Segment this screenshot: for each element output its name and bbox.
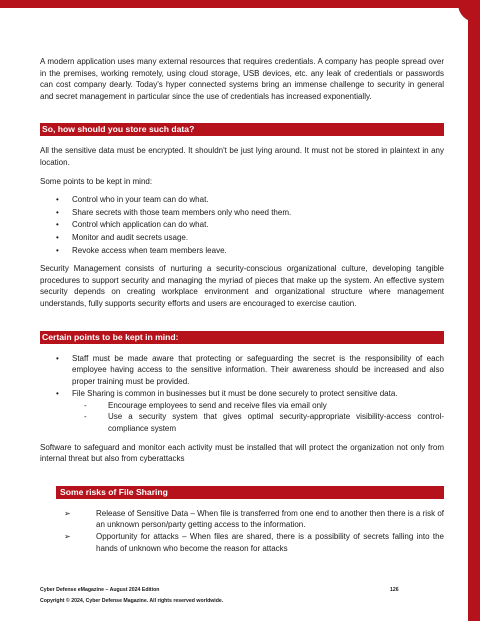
sub-list-item: - Encourage employees to send and receive files via email only <box>84 400 327 410</box>
list-item: • Staff must be made aware that protecting or safeguarding the secret is the responsibility of each employee having access to the sensitive information. Their awareness should be increased and also proper training must be provided. <box>56 353 444 386</box>
footer-copyright: Copyright © 2024, Cyber Defense Magazine. All rights reserved worldwide. <box>40 598 224 604</box>
dash-icon: - <box>84 412 87 422</box>
section-heading-risks: Some risks of File Sharing <box>56 486 444 499</box>
intro-paragraph: A modern application uses many external resources that requires credentials. A company has people spread over in the premises, working remotely, using cloud storage, USB devices, etc. any leak of credentials or passwords can cost company dearly. Today's hyper connected systems bring an immense challenge to security in general and secret management in particular since the use of credentials has increased exponentially. <box>40 57 444 101</box>
arrow-bullet-icon: ➢ <box>64 508 71 518</box>
section-heading-points: Certain points to be kept in mind: <box>40 331 444 344</box>
bullet-icon: • <box>56 195 59 205</box>
list-item: • Share secrets with those team members only who need them. <box>56 207 292 217</box>
right-accent-bar <box>468 0 480 621</box>
list-item: • Revoke access when team members leave. <box>56 245 227 255</box>
storage-points-list <box>40 194 444 256</box>
top-accent-bar <box>0 0 480 8</box>
bullet-icon: • <box>56 207 59 217</box>
bullet-icon: • <box>56 353 59 363</box>
security-management-paragraph: Security Management consists of nurturing a security-conscious organizational culture, developing tangible procedures to support security and managing the myriad of pieces that make up the system. An effective system security depends on creating workplace environment and organizational structure where management understands, fully supports security efforts and users are encouraged to exercise caution. <box>40 264 444 308</box>
list-item: • File Sharing is common in businesses but it must be done securely to protect sensitive data. - Encourage employees to send and receive files via email only - Use a security system that gives optimal security-appropriate visibility-access control-compliance system <box>56 389 444 434</box>
bullet-icon: • <box>56 245 59 255</box>
list-item: ➢ Release of Sensitive Data – When file is transferred from one end to another then there is a risk of an unknown person/party getting access to the information. <box>64 508 444 530</box>
list-item: • Control who in your team can do what. <box>56 195 209 205</box>
bullet-icon: • <box>56 389 59 399</box>
storage-paragraph: All the sensitive data must be encrypted. It shouldn't be just lying around. It must not be stored in plaintext in any location. <box>40 146 444 167</box>
section-heading-storage: So, how should you store such data? <box>40 123 444 136</box>
points-intro: Some points to be kept in mind: <box>40 176 153 186</box>
list-item: • Monitor and audit secrets usage. <box>56 232 189 242</box>
bullet-icon: • <box>56 232 59 242</box>
sub-list-item: - Use a security system that gives optimal security-appropriate visibility-access control-compliance system <box>84 412 444 434</box>
software-paragraph: Software to safeguard and monitor each activity must be installed that will protect the organization not only from internal threat but also from cyberattacks <box>40 442 444 464</box>
bullet-icon: • <box>56 220 59 230</box>
list-item: • Control which application can do what. <box>56 220 209 230</box>
arrow-bullet-icon: ➢ <box>64 532 71 542</box>
list-item: ➢ Opportunity for attacks – When files are shared, there is a possibility of secrets falling into the hands of unknown who become the reason for attacks <box>64 532 444 553</box>
points-list <box>40 353 444 435</box>
article-body <box>40 56 444 560</box>
file-sharing-sublist <box>72 400 444 435</box>
risks-list <box>40 508 444 554</box>
page-footer <box>40 587 444 604</box>
page-number: 126 <box>390 587 399 593</box>
corner-accent <box>458 0 480 22</box>
dash-icon: - <box>84 400 87 410</box>
footer-edition: Cyber Defense eMagazine – August 2024 Edition <box>40 587 160 593</box>
